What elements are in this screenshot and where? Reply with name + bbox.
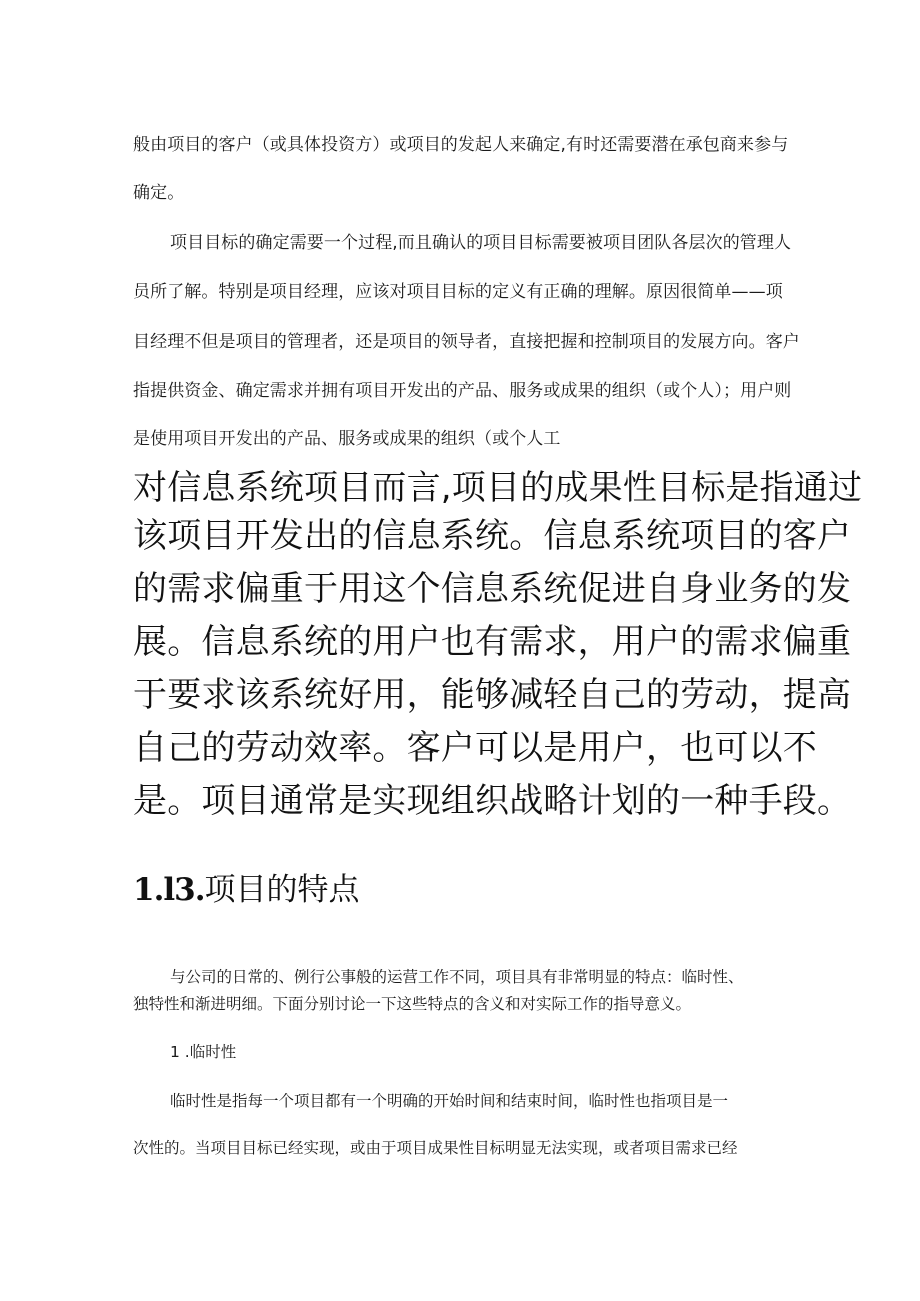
para2-line-5: 是使用项目开发出的产品、服务或成果的组织（或个人工 xyxy=(133,429,561,449)
intro-line-2: 独特性和渐进明细。下面分别讨论一下这些特点的含义和对实际工作的指导意义。 xyxy=(133,995,692,1013)
para2-line-1: 项目目标的确定需要一个过程,而且确认的项目目标需要被项目团队各层次的管理人 xyxy=(170,233,792,253)
para2-line-2: 员所了解。特别是项目经理，应该对项目目标的定义有正确的理解。原因很简单——项 xyxy=(133,282,783,302)
intro-line-1: 与公司的日常的、例行公事般的运营工作不同，项目具有非常明显的特点：临时性、 xyxy=(170,968,744,986)
para1-line-1: 般由项目的客户（或具体投资方）或项目的发起人来确定,有时还需要潜在承包商来参与 xyxy=(133,135,789,155)
large-para-line-5: 于要求该系统好用，能够减轻自己的劳动，提高 xyxy=(133,675,852,715)
section-heading-number: 1.l3. xyxy=(133,872,205,908)
large-para-line-2: 该项目开发出的信息系统。信息系统项目的客户 xyxy=(133,516,852,556)
body-line-2: 次性的。当项目目标已经实现，或由于项目成果性目标明显无法实现，或者项目需求已经 xyxy=(133,1139,738,1157)
para1-line-2: 确定。 xyxy=(133,183,185,203)
large-para-line-3: 的需求偏重于用这个信息系统促进自身业务的发 xyxy=(133,569,852,609)
section-heading-title: 项目的特点 xyxy=(204,872,360,908)
large-para-line-7: 是。项目通常是实现组织战略计划的一种手段。 xyxy=(133,781,852,821)
large-para-line-1: 对信息系统项目而言,项目的成果性目标是指通过 xyxy=(133,468,863,508)
body-line-1: 临时性是指每一个项目都有一个明确的开始时间和结束时间，临时性也指项目是一 xyxy=(170,1092,729,1110)
para2-line-3: 目经理不但是项目的管理者，还是项目的领导者，直接把握和控制项目的发展方向。客户 xyxy=(133,332,800,352)
section-heading xyxy=(133,870,360,910)
large-para-line-6: 自己的劳动效率。客户可以是用户，也可以不 xyxy=(133,728,817,768)
item-label-temporary: 1 .临时性 xyxy=(170,1043,237,1061)
large-para-line-4: 展。信息系统的用户也有需求，用户的需求偏重 xyxy=(133,622,852,662)
para2-line-4: 指提供资金、确定需求并拥有项目开发出的产品、服务或成果的组织（或个人）；用户则 xyxy=(133,381,792,401)
